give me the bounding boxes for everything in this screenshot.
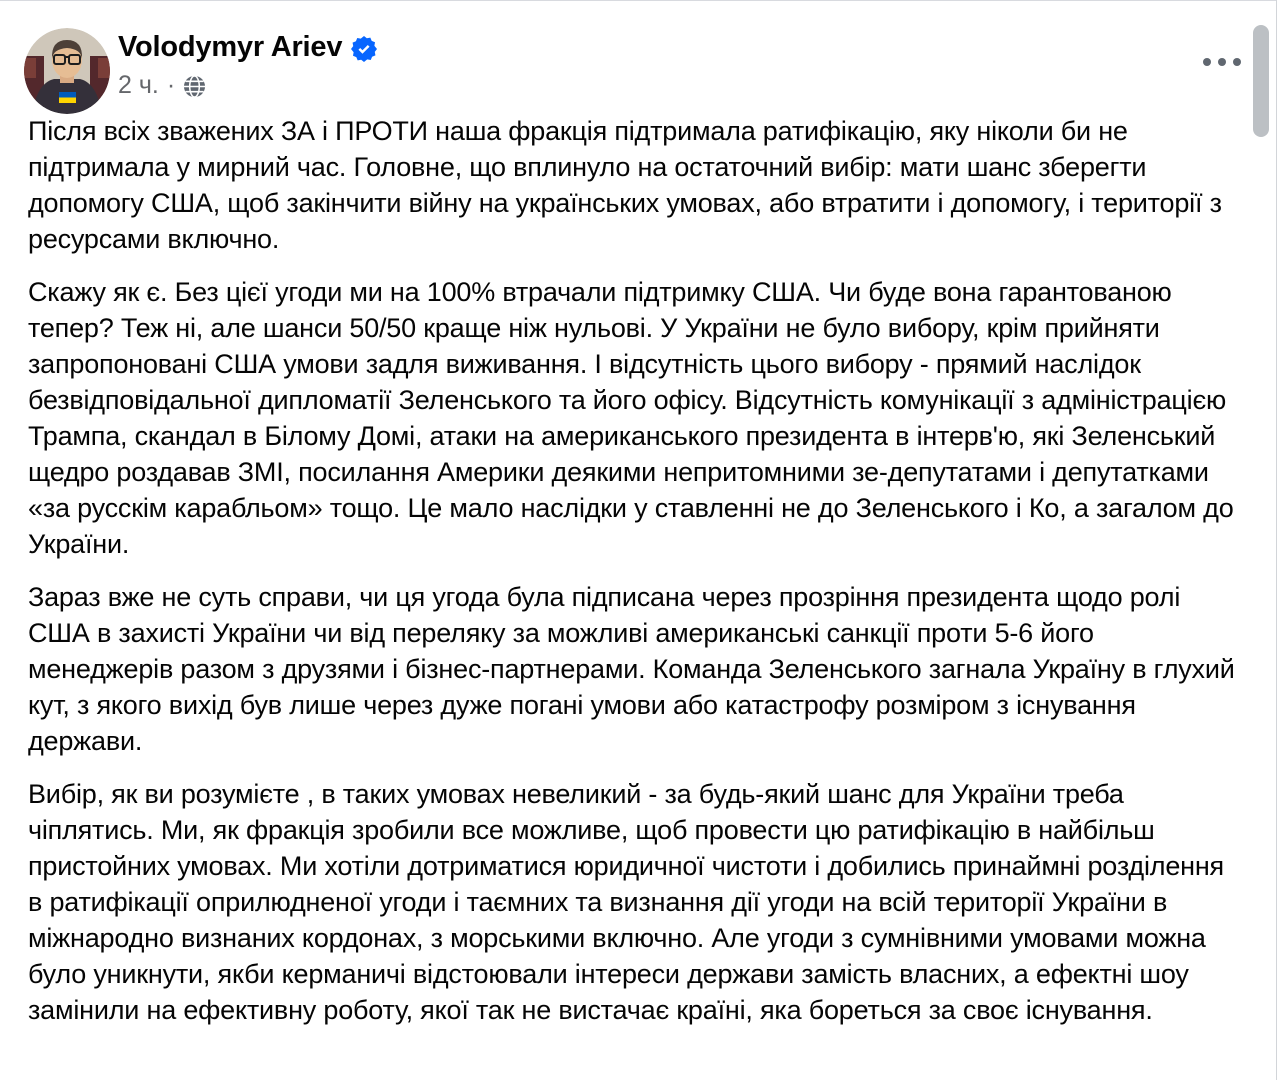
author-name[interactable]: Volodymyr Ariev [118,31,343,63]
globe-icon [183,75,206,98]
scrollbar-thumb[interactable] [1253,25,1269,137]
avatar[interactable] [24,28,110,114]
post-body [28,113,1238,1045]
ellipsis-dot [1203,58,1211,66]
ellipsis-dot [1233,58,1241,66]
post-meta [118,71,377,100]
post-paragraph-1: Після всіх зважених ЗА і ПРОТИ наша фракція підтримала ратифікацію, яку ніколи би не підтримала у мирний час. Головне, що вплинуло на остаточний вибір: мати шанс зберегти допомогу США, щоб закінчити війну на українських умовах, або втратити і допомогу, і території з ресурсами включно. [28,116,1222,254]
header-text [118,31,377,100]
author-row [118,31,377,64]
more-options-button[interactable] [1198,47,1246,77]
post-header [0,1,1277,119]
meta-separator: · [166,71,176,99]
scrollbar[interactable] [1250,0,1272,1080]
post-paragraph-2: Скажу як є. Без цієї угоди ми на 100% втрачали підтримку США. Чи буде вона гарантованою тепер? Теж ні, але шанси 50/50 краще ніж нульові. У України не було вибору, крім прийняти запропоновані США умови задля виживання. І відсутність цього вибору - прямий наслідок безвідповідальної дипломатії Зеленського та його офісу. Відсутність комунікації з адміністрацією Трампа, скандал в Білому Домі, атаки на американського президента в інтерв'ю, які Зеленський щедро роздавав ЗМІ, посилання Америки деякими непритомними зе-депутатами і депутатками «за русскім карабльом» тощо. Це мало наслідки у ставленні не до Зеленського і Ко, а загалом до України. [28,277,1234,559]
ellipsis-dot [1218,58,1226,66]
post-timestamp[interactable]: 2 ч. [118,71,159,99]
verified-badge-icon [351,36,377,62]
window-right-border [1276,0,1277,1080]
post-paragraph-3: Зараз вже не суть справи, чи ця угода була підписана через прозріння президента щодо ролі США в захисті України чи від переляку за можливі американські санкції проти 5-6 його менеджерів разом з друзями і бізнес-партнерами. Команда Зеленського загнала Україну в глухий кут, з якого вихід був лише через дуже погані умови або катастрофу розміром з існування держави. [28,582,1235,756]
avatar-photo [24,28,110,114]
post-paragraph-4: Вибір, як ви розумієте , в таких умовах невеликий - за будь-який шанс для України треба чіплятись. Ми, як фракція зробили все можливе, щоб провести цю ратифікацію в найбільш пристойних умовах. Ми хотіли дотриматися юридичної чистоти і добились принаймні розділення в ратифікації оприлюдненої угоди і таємних та визнання дії угоди на всій території України в міжнародно визнаних кордонах, з морськими включно. Але угоди з сумнівними умовами можна було уникнути, якби керманичі відстоювали інтереси держави замість власних, а ефектні шоу замінили на ефективну роботу, якої так не вистачає країні, яка бореться за своє існування. [28,779,1224,1025]
